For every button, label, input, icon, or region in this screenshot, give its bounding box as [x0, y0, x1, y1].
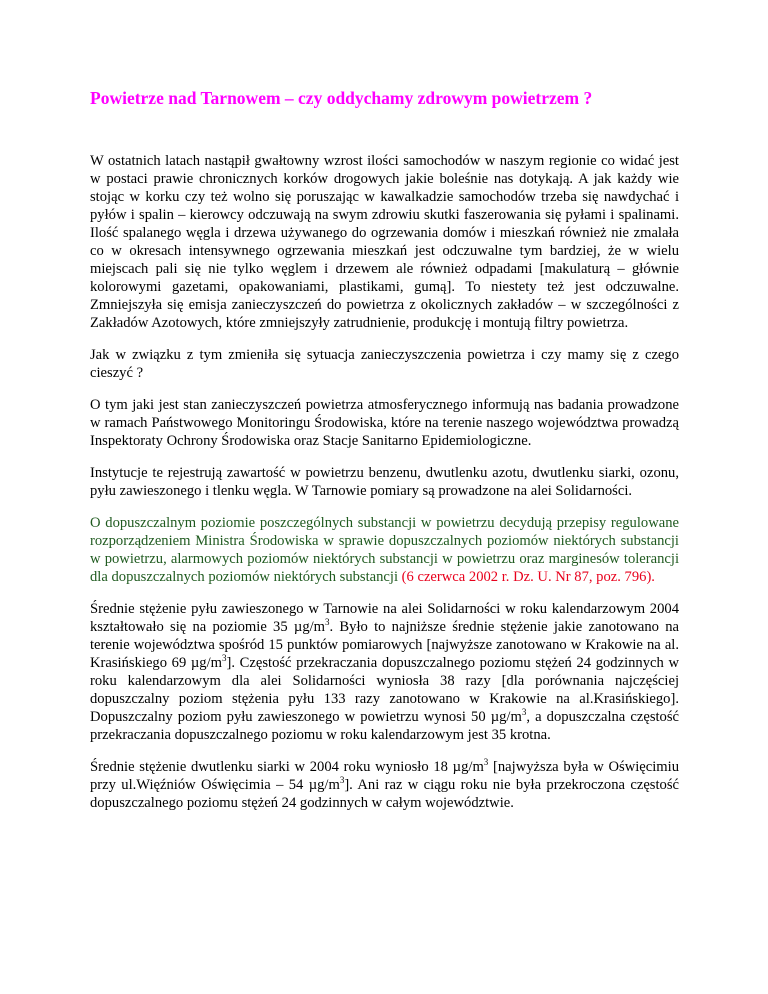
superscript-3: 3	[325, 617, 330, 628]
dust-text-2: . Było to najniższe średnie stężenie jakie zanotowano na terenie województwa spośród 15 punktów pomiarowych [najwyższe zanotowano w Krakowie na al. Krasińskiego 69 µg/m	[90, 619, 680, 671]
superscript-3: 3	[521, 707, 527, 718]
dust-text-4: , a dopuszczalna częstość przekraczania dopuszczalnego poziomu w roku kalendarzowym jest 35 krotna.	[90, 709, 680, 743]
dust-text-1: Średnie stężenie pyłu zawieszonego w Tarnowie na alei Solidarności w roku kalendarzowym 2004 kształtowało się na poziomie 35 µg/m	[90, 601, 679, 635]
paragraph-question: Jak w związku z tym zmieniła się sytuacja zanieczyszczenia powietrza i czy mamy się z czego cieszyć ?	[90, 347, 679, 381]
paragraph-institutions: Instytucje te rejestrują zawartość w powietrzu benzenu, dwutlenku azotu, dwutlenku siarki, ozonu, pyłu zawieszonego i tlenku węgla. W Tarnowie pomiary są prowadzone na alei Solidarności.	[90, 465, 679, 499]
sulfur-text-2: [najwyższa była w Oświęcimiu przy ul.Więźniów Oświęcimia – 54 µg/m	[90, 759, 680, 793]
sulfur-text-3: ]. Ani raz w ciągu roku nie była przekroczona częstość dopuszczalnego poziomu stężeń 24 godzinnych w całym województwie.	[90, 777, 679, 811]
sulfur-text-1: Średnie stężenie dwutlenku siarki w 2004 roku wyniosło 18 µg/m	[90, 759, 484, 775]
superscript-3: 3	[222, 653, 227, 664]
paragraph-dust	[90, 600, 679, 744]
paragraph-monitoring: O tym jaki jest stan zanieczyszczeń powietrza atmosferycznego informują nas badania prowadzone w ramach Państwowego Monitoringu Środowiska, które na terenie naszego województwa prowadzą Inspektoraty Ochrony Środowiska oraz Stacje Sanitarno Epidemiologiczne.	[90, 397, 679, 449]
superscript-3: 3	[339, 775, 345, 786]
superscript-3: 3	[483, 757, 489, 768]
paragraph-traffic-pollution: W ostatnich latach nastąpił gwałtowny wzrost ilości samochodów w naszym regionie co widać jest w postaci prawie chronicznych korków drogowych jakie boleśnie nas dotykają. A jak każdy wie stojąc w korku czy też wolno się poruszając w kawalkadzie samochodów trzeba się nawdychać i pyłów i spalin – kierowcy odczuwają na swym zdrowiu skutki faszerowania się pyłami i spalinami. Ilość spalanego węgla i drzewa używanego do ogrzewania domów i mieszkań również nie zmalała co w okresach intensywnego ogrzewania mieszkań jest odczuwalne tym bardziej, że w wielu miejscach pali się nie tylko węglem i drzewem ale również odpadami [makulaturą – głównie kolorowymi gazetami, opakowaniami, plastikami, gumą]. To niestety też jest odczuwalne. Zmniejszyła się emisja zanieczyszczeń do powietrza z okolicznych zakładów – w szczególności z Zakładów Azotowych, które zmniejszyły zatrudnienie, produkcję i montują filtry powietrza.	[90, 153, 679, 331]
regulation-text: O dopuszczalnym poziomie poszczególnych substancji w powietrzu decydują przepisy regulowane rozporządzeniem Ministra Środowiska w sprawie dopuszczalnych poziomów niektórych substancji w powietrzu, alarmowych poziomów niektórych substancji w powietrzu oraz marginesów tolerancji dla dopuszczalnych poziomów niektórych substancji	[90, 515, 679, 585]
regulation-citation: (6 czerwca 2002 r. Dz. U. Nr 87, poz. 796).	[401, 569, 655, 585]
dust-text-3: ]. Częstość przekraczania dopuszczalnego poziomu stężeń 24 godzinnych w roku kalendarzowym dla alei Solidarności wyniosła 38 razy [dla porównania najczęściej dopuszczalny poziom stężenia pyłu 133 razy zanotowano w Krakowie na al.Krasińskiego]. Dopuszczalny poziom pyłu zawieszonego w powietrzu wynosi 50 µg/m	[90, 655, 679, 725]
document-title: Powietrze nad Tarnowem – czy oddychamy zdrowym powietrzem ?	[90, 88, 593, 108]
paragraph-regulations	[90, 514, 679, 586]
document-body	[90, 152, 679, 826]
paragraph-sulfur-dioxide	[90, 758, 679, 812]
